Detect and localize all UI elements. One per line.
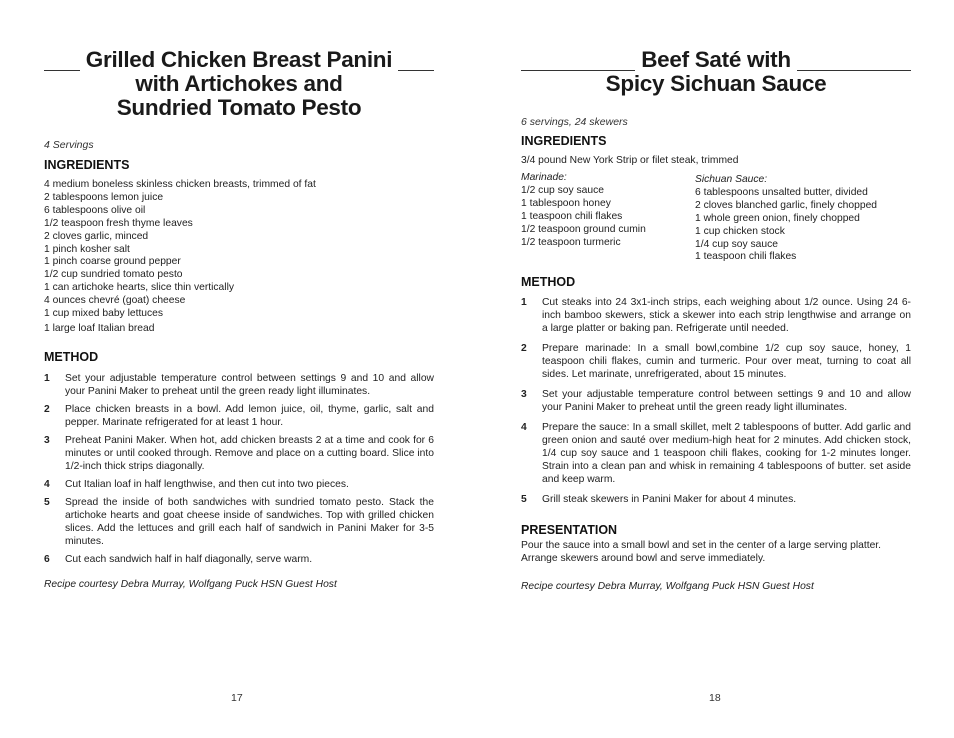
step-text: Prepare marinade: In a small bowl,combine 1/2 cup soy sauce, honey, 1 teaspoon chili flakes, cumin and turmeric. Pour over meat, turning to coat all sides. Let marinate, unrefrigerated, about 15 minutes. — [542, 343, 911, 380]
step-number: 5 — [44, 497, 50, 508]
ingredients-heading: INGREDIENTS — [44, 158, 130, 172]
ingredient-item: 1 cup mixed baby lettuces — [44, 308, 164, 320]
recipe-title — [521, 48, 911, 96]
step-text: Spread the inside of both sandwiches with sundried tomato pesto. Stack the artichoke hearts and goat cheese inside of sandwiches. Top with grilled chicken slices. Add the lettuces and grill each half of sandwich in Panini Maker for 3-5 minutes. — [65, 497, 434, 547]
sauce-item: 6 tablespoons unsalted butter, divided — [695, 186, 868, 198]
method-heading: METHOD — [44, 350, 99, 364]
method-step — [521, 296, 911, 335]
recipe-credit: Recipe courtesy Debra Murray, Wolfgang Puck HSN Guest Host — [44, 579, 337, 590]
sauce-item: 1 teaspoon chili flakes — [695, 251, 797, 263]
sauce-item: 1 cup chicken stock — [695, 225, 785, 237]
sichuan-sauce-block — [695, 174, 911, 264]
step-text: Preheat Panini Maker. When hot, add chicken breasts 2 at a time and cook for 6 minutes or until cooked through. Remove and place on a cutting board. Slice into 1/2-inch thick strips diagonally. — [65, 435, 434, 472]
step-text: Set your adjustable temperature control between settings 9 and 10 and allow your Panini Maker to preheat until the green ready light illuminates. — [542, 389, 911, 413]
method-step — [521, 342, 911, 381]
sauce-item: 1 whole green onion, finely chopped — [695, 212, 860, 224]
step-text: Cut each sandwich half in half diagonally, serve warm. — [65, 554, 313, 565]
ingredient-item: 1 large loaf Italian bread — [44, 322, 155, 334]
recipe-title — [44, 48, 434, 120]
recipe-credit: Recipe courtesy Debra Murray, Wolfgang Puck HSN Guest Host — [521, 581, 814, 592]
step-number: 1 — [521, 297, 527, 308]
step-text: Cut steaks into 24 3x1-inch strips, each weighing about 1/2 ounce. Using 24 6- inch bamboo skewers, stick a skewer into each strip lengthwise and arrange on a large platter or baking pan. Refrigerate until needed. — [542, 297, 911, 334]
title-line: Beef Saté with — [635, 48, 797, 72]
marinade-item: 1/2 teaspoon ground cumin — [521, 223, 646, 235]
method-step — [44, 553, 434, 566]
step-number: 6 — [44, 554, 50, 565]
servings-text: 4 Servings — [44, 139, 94, 151]
step-number: 1 — [44, 373, 50, 384]
method-step — [521, 388, 911, 414]
method-step — [44, 478, 434, 491]
marinade-label: Marinade: — [521, 172, 567, 183]
method-step — [44, 403, 434, 429]
method-step — [44, 496, 434, 548]
sauce-item: 2 cloves blanched garlic, finely chopped — [695, 199, 878, 211]
method-step — [44, 434, 434, 473]
ingredients-list — [44, 179, 316, 336]
step-number: 3 — [44, 435, 50, 446]
method-steps — [521, 296, 911, 506]
ingredient-item: 1 pinch kosher salt — [44, 243, 130, 255]
method-step — [521, 421, 911, 486]
ingredient-item: 6 tablespoons olive oil — [44, 204, 146, 216]
method-steps — [44, 372, 434, 566]
step-text: Cut Italian loaf in half lengthwise, and then cut into two pieces. — [65, 479, 349, 490]
step-number: 2 — [521, 343, 527, 354]
page-number: 18 — [709, 692, 721, 704]
marinade-block — [521, 172, 691, 249]
step-text: Set your adjustable temperature control between settings 9 and 10 and allow your Panini Maker to preheat until the green ready light illuminates. — [65, 373, 434, 397]
ingredient-item: 1/2 cup sundried tomato pesto — [44, 269, 183, 281]
ingredient-item: 4 medium boneless skinless chicken breasts, trimmed of fat — [44, 179, 316, 190]
method-step — [521, 493, 911, 506]
presentation-heading: PRESENTATION — [521, 523, 618, 537]
marinade-item: 1 teaspoon chili flakes — [521, 210, 623, 222]
step-number: 3 — [521, 389, 527, 400]
sauce-item: 1/4 cup soy sauce — [695, 238, 778, 250]
step-number: 5 — [521, 494, 527, 505]
marinade-item: 1/2 teaspoon turmeric — [521, 236, 621, 248]
step-text: Grill steak skewers in Panini Maker for about 4 minutes. — [542, 494, 797, 505]
ingredients-heading: INGREDIENTS — [521, 134, 607, 148]
ingredient-item: 1 pinch coarse ground pepper — [44, 256, 181, 268]
method-step — [44, 372, 434, 398]
ingredient-item: 1 can artichoke hearts, slice thin vertically — [44, 282, 235, 294]
step-number: 4 — [521, 422, 527, 433]
ingredient-item: 4 ounces chevré (goat) cheese — [44, 295, 186, 307]
step-text: Place chicken breasts in a bowl. Add lemon juice, oil, thyme, garlic, salt and pepper. Marinate refrigerated for at least 1 hour. — [65, 404, 434, 428]
method-heading: METHOD — [521, 275, 576, 289]
ingredient-item: 1/2 teaspoon fresh thyme leaves — [44, 217, 193, 229]
marinade-item: 1 tablespoon honey — [521, 197, 611, 209]
sauce-label: Sichuan Sauce: — [695, 174, 768, 185]
step-text: Prepare the sauce: In a small skillet, melt 2 tablespoons of butter. Add garlic and green onion and sauté over medium-high heat for 2 minutes. Add chicken stock, 1/4 cup soy sauce and 1 teaspoon chili flakes, cooking for 1-2 minutes longer. Strain into a clean pan and whisk in remaining 4 tablespoons of butter. set aside and keep warm. — [542, 422, 911, 485]
step-number: 2 — [44, 404, 50, 415]
ingredient-item: 2 tablespoons lemon juice — [44, 191, 164, 203]
title-line: with Artichokes and — [135, 71, 343, 96]
title-line: Spicy Sichuan Sauce — [605, 71, 827, 96]
ingredient-item: 2 cloves garlic, minced — [44, 230, 149, 242]
title-line: Sundried Tomato Pesto — [116, 95, 362, 120]
step-number: 4 — [44, 479, 50, 490]
left-page — [44, 0, 434, 738]
servings-text: 6 servings, 24 skewers — [521, 116, 628, 128]
right-page — [521, 0, 911, 738]
page-number: 17 — [231, 692, 243, 704]
marinade-item: 1/2 cup soy sauce — [521, 184, 604, 196]
title-line: Grilled Chicken Breast Panini — [80, 48, 398, 72]
presentation-text: Pour the sauce into a small bowl and set in the center of a large serving platter. Arrange skewers around bowl and serve immediately. — [521, 540, 882, 564]
steak-ingredient: 3/4 pound New York Strip or filet steak, trimmed — [521, 155, 739, 166]
